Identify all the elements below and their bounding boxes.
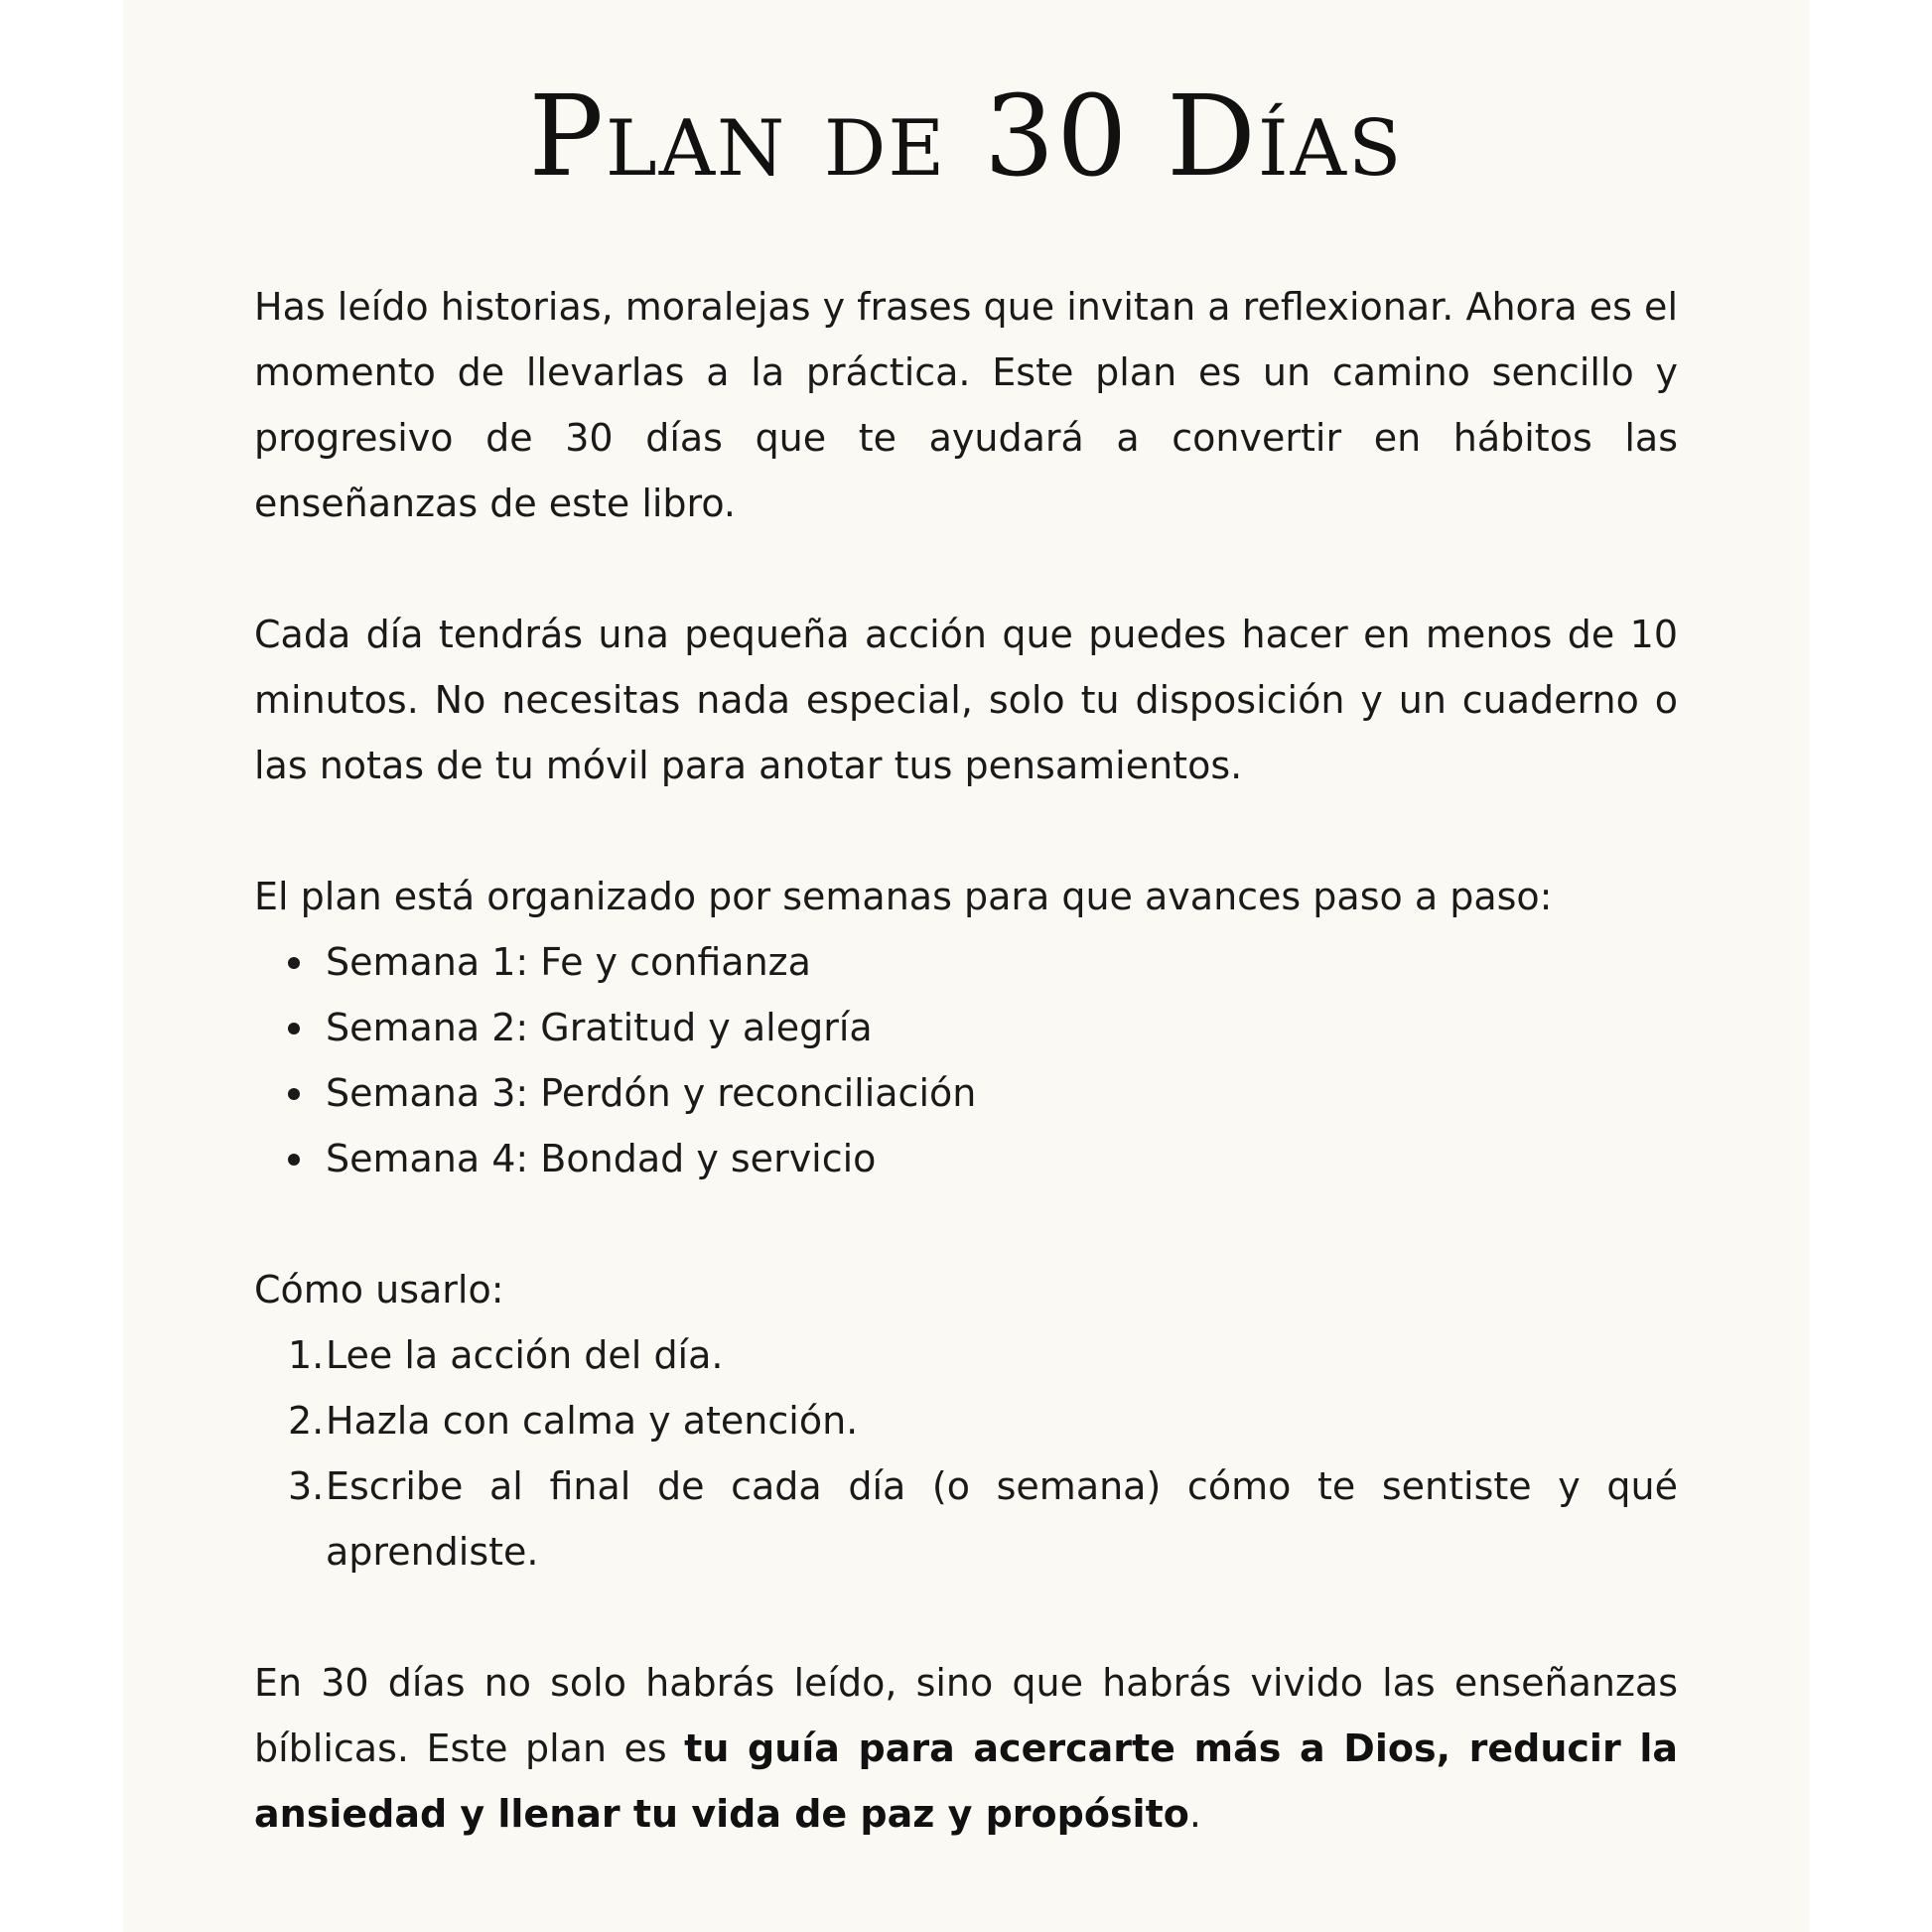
closing-tail: . (1188, 1792, 1201, 1836)
bullet-icon (288, 1088, 300, 1100)
spacer (254, 798, 1678, 864)
steps-list (254, 1322, 1678, 1585)
list-item (254, 929, 1678, 995)
step-text: Hazla con calma y atención. (326, 1399, 859, 1443)
page-title: Plan de 30 Días (528, 72, 1404, 202)
closing-emphasis: tu guía para acercarte más a Dios, reducir la ansiedad y llenar tu vida de paz y propósito (254, 1726, 1678, 1836)
intro-paragraph: Has leído historias, moralejas y frases que invitan a reflexionar. Ahora es el momento de llevarlas a la práctica. Este plan es un camino sencillo y progresivo de 30 días que te ayudará a convertir en hábitos las enseñanzas de este libro. (254, 285, 1678, 525)
bullet-icon (288, 1023, 300, 1035)
week-label: Semana 4: Bondad y servicio (326, 1137, 877, 1180)
week-label: Semana 2: Gratitud y alegría (326, 1006, 873, 1049)
step-text: Escribe al final de cada día (o semana) cómo te sentiste y qué aprendiste. (326, 1464, 1678, 1574)
spacer (254, 536, 1678, 602)
list-item (254, 1322, 1678, 1388)
list-item (254, 1126, 1678, 1191)
how-to-heading: Cómo usarlo: (254, 1268, 504, 1311)
closing-lead: En 30 días no solo habrás leído, sino que habrás vivido las enseñanzas bíblicas. Este plan es (254, 1661, 1678, 1770)
spacer (254, 1585, 1678, 1650)
weeks-intro: El plan está organizado por semanas para que avances paso a paso: (254, 875, 1553, 918)
bullet-icon (288, 957, 300, 969)
step-number: 1. (288, 1333, 325, 1377)
bullet-icon (288, 1154, 300, 1166)
list-item (254, 1060, 1678, 1126)
spacer (254, 1191, 1678, 1257)
step-text: Lee la acción del día. (326, 1333, 724, 1377)
step-number: 2. (288, 1399, 325, 1443)
list-item (254, 1453, 1678, 1585)
list-item (254, 995, 1678, 1060)
week-label: Semana 3: Perdón y reconciliación (326, 1071, 977, 1115)
week-label: Semana 1: Fe y confianza (326, 940, 811, 984)
content-body (254, 274, 1678, 1847)
page (123, 0, 1809, 1932)
closing-paragraph (254, 1650, 1678, 1847)
daily-paragraph: Cada día tendrás una pequeña acción que puedes hacer en menos de 10 minutos. No necesitas nada especial, solo tu disposición y un cuaderno o las notas de tu móvil para anotar tus pensamientos. (254, 613, 1678, 787)
step-number: 3. (288, 1464, 325, 1508)
list-item (254, 1388, 1678, 1453)
weeks-list (254, 929, 1678, 1191)
